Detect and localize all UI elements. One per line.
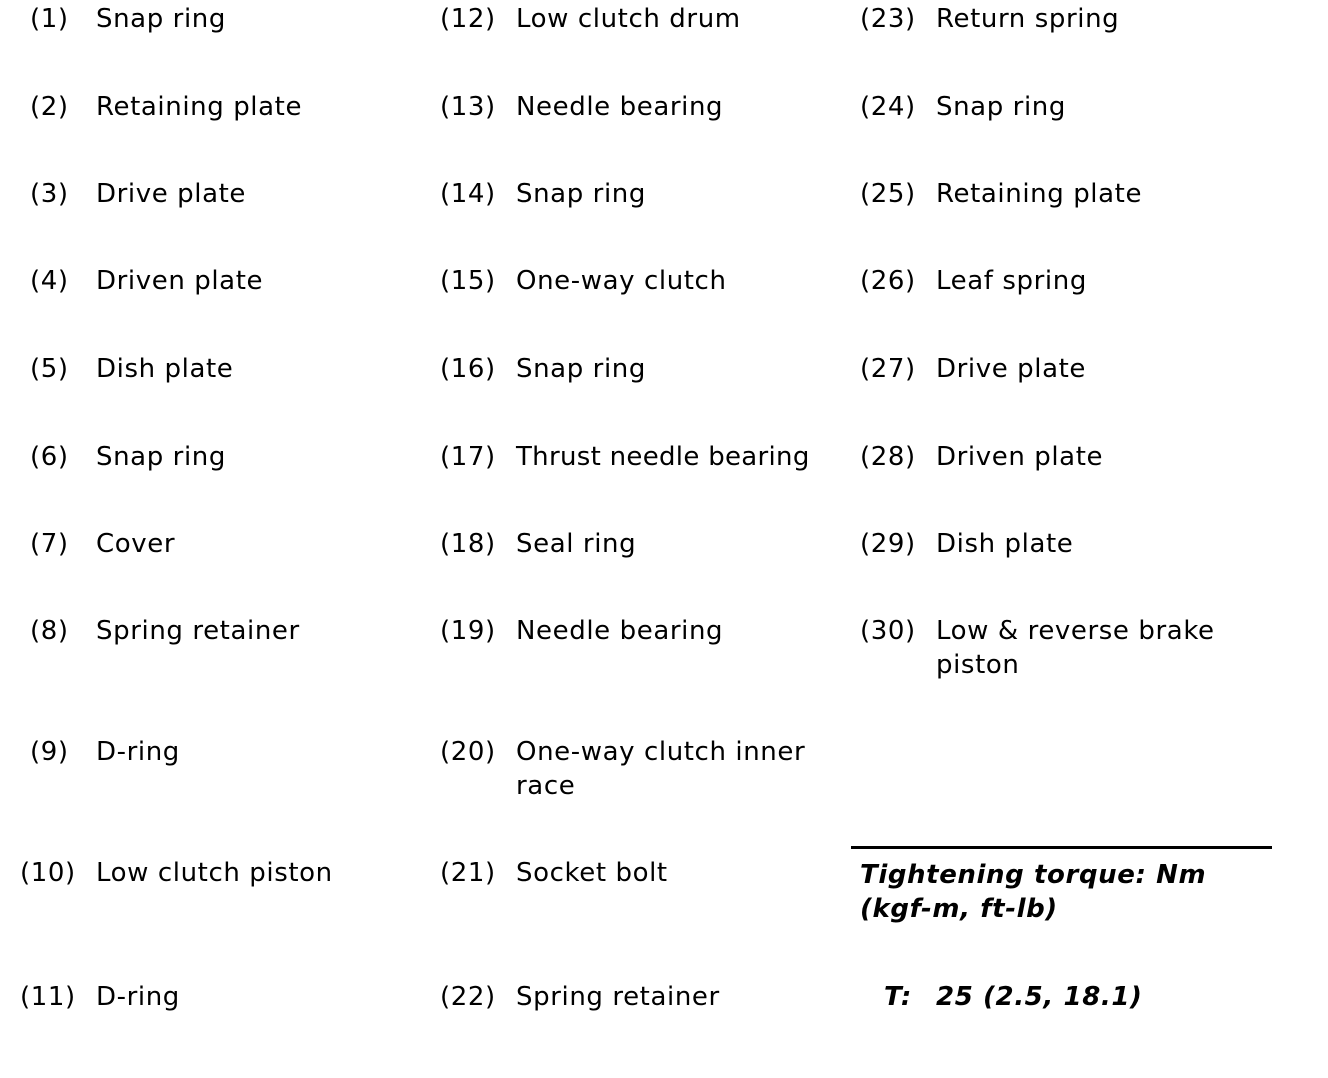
part-number: (24)	[860, 92, 916, 122]
part-number: (14)	[440, 179, 496, 209]
part-label: Dish plate	[936, 529, 1074, 559]
part-label: Low & reverse brake piston	[936, 616, 1215, 680]
part-label: Needle bearing	[516, 92, 724, 122]
part-label: Snap ring	[96, 4, 226, 34]
part-number: (8)	[30, 616, 69, 646]
torque-value: 25 (2.5, 18.1)	[936, 982, 1143, 1012]
part-label: Low clutch drum	[516, 4, 741, 34]
part-number: (1)	[30, 4, 69, 34]
part-number: (30)	[860, 616, 916, 646]
part-number: (2)	[30, 92, 69, 122]
part-label: Drive plate	[96, 179, 247, 209]
part-label: Socket bolt	[516, 858, 668, 888]
part-label: Return spring	[936, 4, 1120, 34]
part-label: Spring retainer	[96, 616, 300, 646]
part-label: Driven plate	[96, 266, 264, 296]
part-label: Leaf spring	[936, 266, 1087, 296]
part-number: (9)	[30, 737, 69, 767]
part-label: Dish plate	[96, 354, 234, 384]
part-number: (23)	[860, 4, 916, 34]
part-number: (7)	[30, 529, 69, 559]
part-number: (20)	[440, 737, 496, 767]
part-number: (13)	[440, 92, 496, 122]
part-label: Needle bearing	[516, 616, 724, 646]
part-label: Driven plate	[936, 442, 1104, 472]
part-number: (15)	[440, 266, 496, 296]
part-label: Retaining plate	[936, 179, 1143, 209]
part-label: Low clutch piston	[96, 858, 333, 888]
part-label: Drive plate	[936, 354, 1087, 384]
part-label: Snap ring	[516, 354, 646, 384]
part-number: (12)	[440, 4, 496, 34]
part-number: (4)	[30, 266, 69, 296]
part-number: (11)	[20, 982, 76, 1012]
part-number: (26)	[860, 266, 916, 296]
torque-heading: Tightening torque: Nm (kgf-m, ft-lb)	[860, 860, 1207, 924]
part-label: D-ring	[96, 982, 180, 1012]
part-label: Snap ring	[96, 442, 226, 472]
part-number: (27)	[860, 354, 916, 384]
part-label: D-ring	[96, 737, 180, 767]
part-number: (22)	[440, 982, 496, 1012]
part-number: (6)	[30, 442, 69, 472]
part-label: Cover	[96, 529, 176, 559]
part-label: Snap ring	[936, 92, 1066, 122]
part-number: (19)	[440, 616, 496, 646]
part-label: Retaining plate	[96, 92, 303, 122]
part-label: Thrust needle bearing	[516, 442, 810, 472]
part-number: (17)	[440, 442, 496, 472]
torque-key: T:	[884, 982, 912, 1012]
part-number: (25)	[860, 179, 916, 209]
part-label: Snap ring	[516, 179, 646, 209]
part-label: One-way clutch inner race	[516, 737, 806, 801]
part-label: Spring retainer	[516, 982, 720, 1012]
part-number: (18)	[440, 529, 496, 559]
part-number: (21)	[440, 858, 496, 888]
part-label: Seal ring	[516, 529, 637, 559]
part-number: (5)	[30, 354, 69, 384]
part-number: (29)	[860, 529, 916, 559]
part-number: (3)	[30, 179, 69, 209]
part-label: One-way clutch	[516, 266, 727, 296]
torque-divider	[851, 846, 1272, 849]
part-number: (10)	[20, 858, 76, 888]
part-number: (16)	[440, 354, 496, 384]
part-number: (28)	[860, 442, 916, 472]
